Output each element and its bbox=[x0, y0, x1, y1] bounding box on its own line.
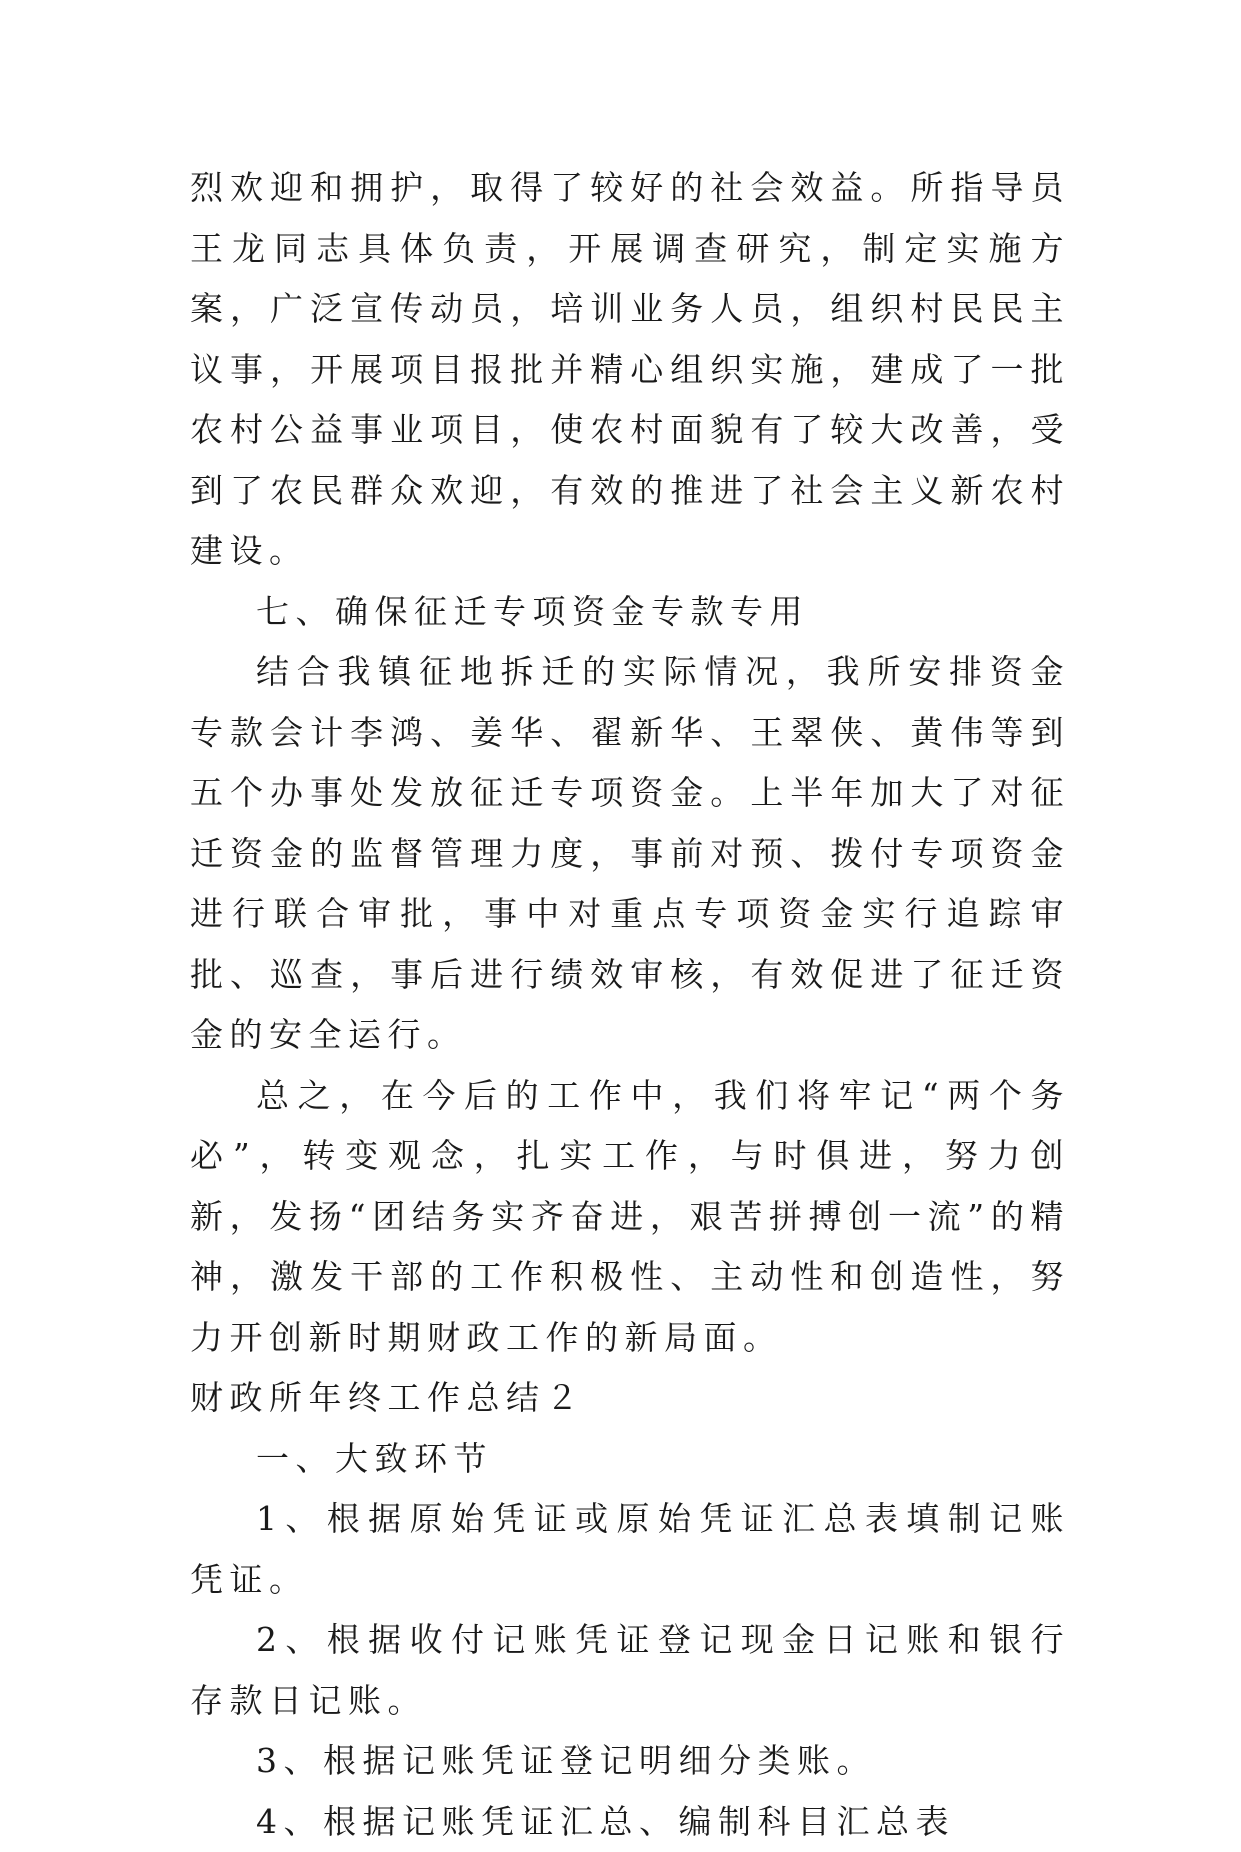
step-3: 3、根据记账凭证登记明细分类账。 bbox=[190, 1731, 1070, 1792]
document-body bbox=[190, 158, 1070, 1852]
paragraph-1: 烈欢迎和拥护，取得了较好的社会效益。所指导员王龙同志具体负责，开展调查研究，制定实施方案，广泛宣传动员，培训业务人员，组织村民民主议事，开展项目报批并精心组织实施，建成了一批农村公益事业项目，使农村面貌有了较大改善，受到了农民群众欢迎，有效的推进了社会主义新农村建设。 bbox=[190, 158, 1070, 582]
section-heading-1: 一、大致环节 bbox=[190, 1429, 1070, 1490]
section-heading-7: 七、确保征迁专项资金专款专用 bbox=[190, 582, 1070, 643]
paragraph-2: 结合我镇征地拆迁的实际情况，我所安排资金专款会计李鸿、姜华、翟新华、王翠侠、黄伟等到五个办事处发放征迁专项资金。上半年加大了对征迁资金的监督管理力度，事前对预、拨付专项资金进行联合审批，事中对重点专项资金实行追踪审批、巡查，事后进行绩效审核，有效促进了征迁资金的安全运行。 bbox=[190, 642, 1070, 1066]
paragraph-conclusion: 总之，在今后的工作中，我们将牢记“两个务必”，转变观念，扎实工作，与时俱进，努力创新，发扬“团结务实齐奋进，艰苦拼搏创一流”的精神，激发干部的工作积极性、主动性和创造性，努力开创新时期财政工作的新局面。 bbox=[190, 1066, 1070, 1369]
document-title-2: 财政所年终工作总结２ bbox=[190, 1368, 1070, 1429]
step-2: 2、根据收付记账凭证登记现金日记账和银行存款日记账。 bbox=[190, 1610, 1070, 1731]
step-1: 1、根据原始凭证或原始凭证汇总表填制记账凭证。 bbox=[190, 1489, 1070, 1610]
step-4: 4、根据记账凭证汇总、编制科目汇总表 bbox=[190, 1792, 1070, 1852]
